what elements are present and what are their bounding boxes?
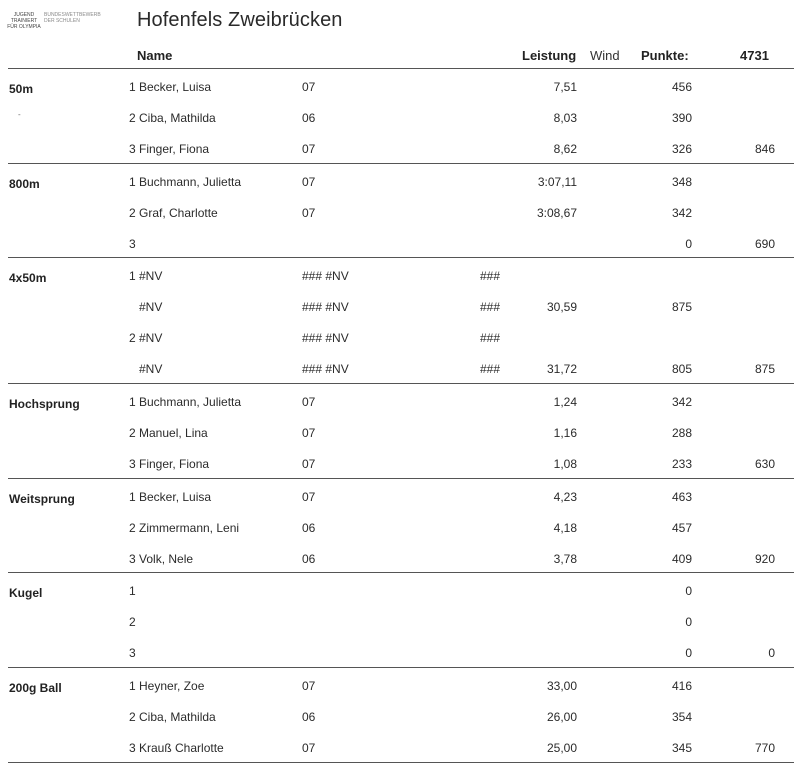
section-total: 690 (754, 236, 775, 251)
athlete-name: 3 Finger, Fiona (129, 456, 210, 471)
extra-marker: ### (480, 269, 501, 284)
section-divider (8, 478, 794, 479)
category-label: 4x50m (9, 271, 47, 286)
section-divider (8, 572, 794, 573)
birth-year: 06 (302, 710, 316, 724)
header-wind: Wind (590, 48, 620, 63)
birth-year: 07 (302, 456, 316, 471)
performance-value: 8,62 (553, 141, 577, 156)
birth-year: ### #NV (302, 269, 349, 284)
section-divider (8, 257, 794, 258)
athlete-name: #NV (139, 362, 163, 377)
athlete-name: 3 Finger, Fiona (129, 141, 210, 156)
performance-value: 31,72 (546, 362, 577, 377)
category-label: Hochsprung (9, 397, 80, 411)
header-punkte: Punkte: (641, 48, 689, 63)
category-label: 50m (9, 82, 34, 96)
category-label: 800m (9, 176, 40, 191)
section-divider (8, 383, 794, 384)
athlete-name: 1 Heyner, Zoe (129, 679, 205, 694)
birth-year: 06 (302, 520, 316, 535)
athlete-name: 3 (129, 646, 136, 661)
points-value: 345 (671, 740, 692, 755)
header-total-points: 4731 (740, 48, 769, 63)
athlete-name: 2 Zimmermann, Leni (129, 520, 240, 535)
logo-right-text: BUNDESWETTBEWERB DER SCHULEN (44, 12, 101, 24)
athlete-name: 1 Buchmann, Julietta (129, 395, 242, 409)
athlete-name: 1 Becker, Luisa (129, 489, 212, 504)
birth-year: 07 (302, 740, 316, 755)
points-value: 409 (671, 551, 692, 566)
points-value: 233 (671, 456, 692, 471)
logo-left-text: JUGEND TRAINIERT FÜR OLYMPIA (7, 12, 41, 30)
birth-year: 07 (302, 141, 316, 156)
athlete-name: 2 Graf, Charlotte (129, 205, 218, 220)
points-value: 805 (671, 362, 692, 377)
birth-year: 07 (302, 679, 316, 694)
performance-value: 4,18 (553, 520, 577, 535)
athlete-name: 2 (129, 615, 136, 630)
extra-marker: ### (480, 300, 501, 315)
athlete-name: 1 (129, 584, 136, 599)
header-divider (8, 68, 794, 69)
page-title: Hofenfels Zweibrücken (137, 9, 343, 31)
birth-year: 06 (302, 551, 316, 566)
section-total: 875 (754, 362, 775, 377)
section-total: 920 (754, 551, 775, 566)
performance-value: 3:07,11 (537, 174, 577, 189)
performance-value: 33,00 (546, 679, 577, 694)
points-value: 0 (685, 236, 692, 251)
performance-value: 3,78 (553, 551, 577, 566)
athlete-name: 2 #NV (129, 331, 163, 346)
points-value: 463 (671, 489, 692, 504)
birth-year: 07 (302, 80, 316, 94)
points-value: 288 (671, 425, 692, 440)
athlete-name: 1 Becker, Luisa (129, 80, 212, 94)
birth-year: 07 (302, 425, 316, 440)
extra-marker: ### (480, 331, 501, 346)
athlete-name: 2 Manuel, Lina (129, 425, 208, 440)
points-value: 0 (685, 615, 692, 630)
section-divider (8, 667, 794, 668)
performance-value: 30,59 (546, 300, 577, 315)
section-divider (8, 163, 794, 164)
birth-year: 07 (302, 489, 316, 504)
category-label: Kugel (9, 586, 43, 601)
section-total: 770 (754, 740, 775, 755)
extra-marker: ### (480, 362, 501, 377)
points-value: 875 (671, 300, 692, 315)
points-value: 416 (671, 679, 692, 694)
performance-value: 1,08 (553, 456, 577, 471)
birth-year: 07 (302, 205, 316, 220)
points-value: 456 (671, 80, 692, 94)
performance-value: 1,24 (553, 395, 577, 409)
birth-year: ### #NV (302, 362, 349, 377)
points-value: 342 (671, 205, 692, 220)
performance-value: 7,51 (553, 80, 577, 94)
athlete-name: 1 #NV (129, 269, 163, 284)
scan-speck: - (18, 110, 21, 119)
section-total: 630 (754, 456, 775, 471)
birth-year: 06 (302, 110, 316, 125)
category-label: 200g Ball (9, 681, 62, 696)
performance-value: 3:08,67 (536, 205, 577, 220)
header-name: Name (137, 48, 173, 63)
points-value: 0 (685, 646, 692, 661)
athlete-name: #NV (139, 300, 163, 315)
jtfo-logo (6, 12, 116, 40)
header-leistung: Leistung (522, 48, 577, 63)
points-value: 0 (685, 584, 692, 599)
birth-year: ### #NV (302, 300, 349, 315)
performance-value: 1,16 (553, 425, 577, 440)
points-value: 342 (671, 395, 692, 409)
performance-value: 26,00 (546, 710, 577, 724)
category-label: Weitsprung (9, 491, 75, 506)
points-value: 457 (671, 520, 692, 535)
points-value: 354 (671, 710, 692, 724)
athlete-name: 3 (129, 236, 136, 251)
points-value: 390 (671, 110, 692, 125)
section-total: 0 (768, 646, 775, 661)
athlete-name: 2 Ciba, Mathilda (129, 710, 216, 724)
points-value: 348 (671, 174, 692, 189)
birth-year: ### #NV (302, 331, 349, 346)
birth-year: 07 (302, 174, 316, 189)
athlete-name: 1 Buchmann, Julietta (129, 174, 242, 189)
birth-year: 07 (302, 395, 316, 409)
performance-value: 25,00 (546, 740, 577, 755)
athlete-name: 2 Ciba, Mathilda (129, 110, 216, 125)
athlete-name: 3 Krauß Charlotte (129, 740, 224, 755)
performance-value: 4,23 (553, 489, 577, 504)
points-value: 326 (671, 141, 692, 156)
section-total: 846 (754, 141, 775, 156)
athlete-name: 3 Volk, Nele (129, 551, 194, 566)
performance-value: 8,03 (553, 110, 577, 125)
